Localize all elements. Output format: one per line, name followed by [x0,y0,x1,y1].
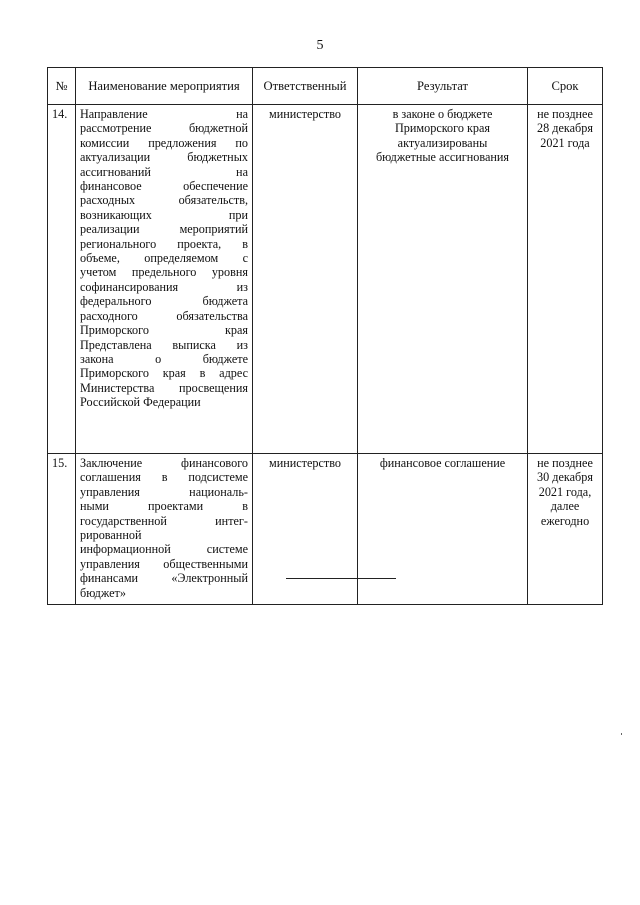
measure-line: рированной [80,528,142,543]
measure-line: федерального бюджета [80,294,248,309]
header-number: № [48,68,76,105]
measure-line: расходного обязательства [80,308,248,323]
measure-line: Приморского края в адрес [80,366,248,381]
deadline-line: 30 декабря [537,470,593,485]
measure-line: управления общественными [80,556,248,571]
table-row [48,105,603,454]
measure-line: комиссии предложения по [80,135,248,150]
row-number: 14. [48,105,76,454]
separator-line [286,578,396,579]
scan-speck [621,733,622,735]
table-row [48,454,603,605]
result-line: актуализированы [397,135,488,150]
measure-line: учетом предельного уровня [80,265,248,280]
measure-line: Направление на [80,107,248,121]
deadline-cell [528,454,603,605]
deadline-line: 2021 года [540,135,590,150]
measure-line: финансами «Электронный [80,571,248,586]
measure-line: государственной интег- [80,513,248,528]
measure-line: регионального проекта, в [80,236,248,251]
measure-line: рассмотрение бюджетной [80,121,248,136]
measure-line: актуализации бюджетных [80,150,248,165]
deadline-line: 28 декабря [537,121,593,136]
result-line: Приморского края [395,121,490,136]
measure-line: закона о бюджете [80,351,248,366]
responsible-cell: министерство [253,454,358,605]
deadline-line: ежегодно [540,513,590,528]
measure-line: расходных обязательств, [80,193,248,208]
measure-line: объеме, определяемом с [80,251,248,266]
measure-line: соглашения в подсистеме [80,470,248,485]
deadline-line: далее [550,499,580,514]
deadline-line: 2021 года, [538,484,592,499]
measure-line: Министерства просвещения [80,380,248,395]
measure-line: Заключение финансового [80,456,248,470]
measure-line: Приморского края [80,323,248,338]
measure-cell [76,105,253,454]
deadline-line: не позднее [537,456,593,470]
result-line: бюджетные ассигнования [375,150,510,165]
measure-line: Российской Федерации [80,395,201,410]
measure-line: информационной системе [80,542,248,557]
measures-table [47,67,603,605]
header-deadline: Срок [528,68,603,105]
measure-line: Представлена выписка из [80,337,248,352]
result-line: в законе о бюджете [392,107,493,121]
deadline-cell [528,105,603,454]
result-cell [358,105,528,454]
measure-line: возникающих при [80,207,248,222]
result-cell [358,454,528,605]
header-result: Результат [358,68,528,105]
measure-line: софинансирования из [80,279,248,294]
measure-line: реализации мероприятий [80,222,248,237]
header-responsible: Ответственный [253,68,358,105]
responsible-cell: министерство [253,105,358,454]
measure-line: финансовое обеспечение [80,179,248,194]
header-measure: Наименование мероприятия [76,68,253,105]
measure-cell [76,454,253,605]
table-header-row [48,68,603,105]
deadline-line: не позднее [537,107,593,121]
measure-line: ассигнований на [80,164,248,179]
measure-line: бюджет» [80,585,126,600]
measure-line: управления националь- [80,484,248,499]
result-line: финансовое соглашение [379,456,506,470]
measure-line: ными проектами в [80,499,248,514]
row-number: 15. [48,454,76,605]
page-number: 5 [316,38,324,53]
